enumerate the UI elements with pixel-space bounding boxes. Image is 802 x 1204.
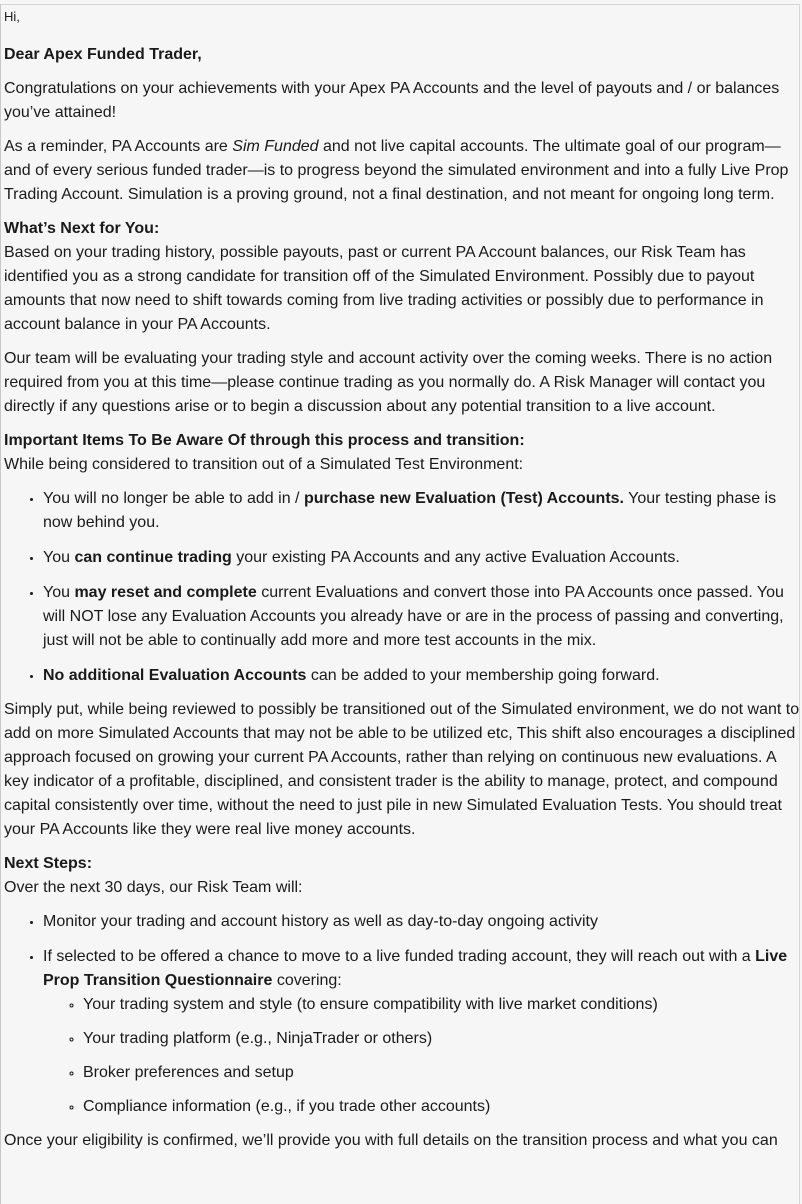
- bullet-bold: may reset and complete: [74, 584, 257, 601]
- bullet-bold: can continue trading: [74, 549, 232, 566]
- bullet-text: your existing PA Accounts and any active Evaluation Accounts.: [231, 549, 680, 566]
- bullet-bold: Live Prop Transition Questionnaire: [43, 948, 788, 989]
- list-item: [43, 581, 800, 653]
- next-steps-list: [4, 910, 800, 1119]
- paragraph-evaluating: Our team will be evaluating your trading style and account activity over the coming weeks. There is no action required from you at this time—please continue trading as you normally do. A Risk Manager will contact you directly if any questions arise or to begin a discussion about any potential transition to a live account.: [4, 350, 773, 415]
- questionnaire-sublist: [43, 993, 800, 1119]
- paragraph-congrats: Congratulations on your achievements with your Apex PA Accounts and the level of payouts and / or balances you’ve attained!: [4, 80, 780, 121]
- section-next-steps: [4, 852, 800, 900]
- bullet-text: You: [43, 584, 75, 601]
- bullet-bold: No additional Evaluation Accounts: [43, 667, 307, 684]
- paragraph-reminder: [4, 135, 800, 207]
- bullet-text: can be added to your membership going forward.: [306, 667, 660, 684]
- list-item: [43, 945, 800, 1119]
- bullet-text: If selected to be offered a chance to move to a live funded trading account, they will reach out with a: [43, 948, 756, 965]
- section-important: [4, 429, 800, 477]
- bullet-text: You: [43, 549, 75, 566]
- bullet-text: current Evaluations and convert those into PA Accounts once passed. You will NOT lose any Evaluation Accounts you already have or are in the process of passing and converting, just will not be able to continually add more and more test accounts in the mix.: [43, 584, 784, 649]
- sublist-item: ◦ Your trading platform (e.g., NinjaTrader or others): [83, 1027, 800, 1051]
- paragraph-once-eligible: Once your eligibility is confirmed, we’ll provide you with full details on the transition process and what you can: [4, 1132, 778, 1149]
- section-whats-next: [4, 217, 800, 337]
- reminder-italic: Sim Funded: [232, 138, 319, 155]
- list-item: [43, 546, 800, 570]
- salutation-hi: Hi,: [4, 9, 20, 24]
- heading-important: Important Items To Be Aware Of through this process and transition:: [4, 432, 525, 449]
- reminder-text-after: and not live capital accounts. The ultimate goal of our program—and of every serious funded trader—is to progress beyond the simulated environment and into a fully Live Prop Trading Account. Simulation is a proving ground, not a final destination, and not meant for ongoing long term.: [4, 138, 789, 203]
- greeting: Dear Apex Funded Trader,: [4, 46, 202, 63]
- sublist-item: ◦ Compliance information (e.g., if you trade other accounts): [83, 1095, 800, 1119]
- list-item: • Monitor your trading and account history as well as day-to-day ongoing activity: [43, 910, 800, 934]
- reminder-text-before: As a reminder, PA Accounts are: [4, 138, 233, 155]
- email-frame: [0, 4, 800, 1204]
- bullet-bold: purchase new Evaluation (Test) Accounts.: [303, 490, 624, 507]
- list-item: [43, 664, 800, 688]
- important-list: [4, 487, 800, 688]
- heading-whats-next: What’s Next for You:: [4, 220, 160, 237]
- bullet-text: Your testing phase is now behind you.: [43, 490, 777, 531]
- paragraph-whats-next: Based on your trading history, possible payouts, past or current PA Account balances, our Risk Team has identified you as a strong candidate for transition off of the Simulated Environment. Possibly due to payout amounts that now need to shift towards coming from live trading activities or possibly due to performance in account balance in your PA Accounts.: [4, 244, 764, 333]
- paragraph-simply-put: Simply put, while being reviewed to possibly be transitioned out of the Simulated environment, we do not want to add on more Simulated Accounts that may not be able to be utilized etc, This shift also encourages a disciplined approach focused on growing your current PA Accounts, rather than relying on continuous new evaluations. A key indicator of a profitable, disciplined, and consistent trader is the ability to manage, protect, and compound capital consistently over time, without the need to just pile in new Simulated Evaluation Tests. You should treat your PA Accounts like they were real live money accounts.: [4, 701, 800, 838]
- list-item: [43, 487, 800, 535]
- sublist-item: ◦ Broker preferences and setup: [83, 1061, 800, 1085]
- bullet-text: covering:: [272, 972, 342, 989]
- important-intro: While being considered to transition out of a Simulated Test Environment:: [4, 456, 524, 473]
- bullet-text: You will no longer be able to add in /: [43, 490, 304, 507]
- heading-next-steps: Next Steps:: [4, 855, 93, 872]
- sublist-item: ◦ Your trading system and style (to ensure compatibility with live market conditions): [83, 993, 800, 1017]
- next-steps-intro: Over the next 30 days, our Risk Team will:: [4, 879, 303, 896]
- email-body: [4, 5, 800, 1153]
